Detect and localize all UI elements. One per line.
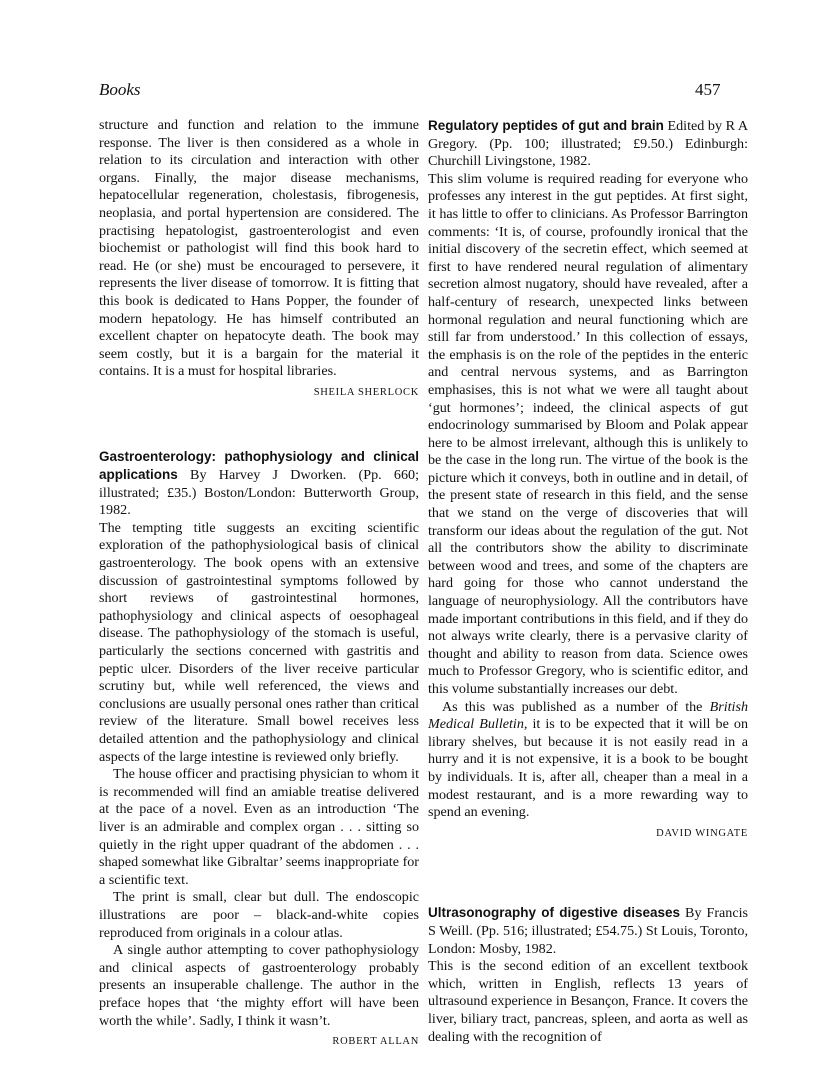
- running-header-section: Books: [99, 80, 141, 99]
- review-paragraph: A single author attempting to cover pathophysiology and clinical aspects of gastroenterology probably presents an insuperable challenge. The author in the preface hopes that ‘the mighty effort will have been worth the while’. Sadly, I think it wasn’t.: [99, 942, 419, 1029]
- review-paragraph: The print is small, clear but dull. The endoscopic illustrations are poor – black-and-white copies reproduced from originals in a colour atlas.: [99, 889, 419, 941]
- review-text-span: it is to be expected that it will be on library shelves, but because it is not easily read in a hurry and it is not expensive, it is a book to be bought by individuals. It is, after all, cheaper than a meal in a modest restaurant, and is a more rewarding way to spend an evening.: [428, 716, 748, 821]
- review-heading: [428, 904, 748, 958]
- review-text-span: As this was published as a number of the: [442, 698, 710, 715]
- review-paragraph: The house officer and practising physician to whom it is recommended will find an amiable treatise delivered at the pace of a novel. Even as an introduction ‘The liver is an admirable and complex organ . . . sitting so quietly in the right upper quadrant of the abdomen . . . shaped somewhat like Gibraltar’ seems inappropriate for a scientific text.: [99, 766, 419, 888]
- reviewer-signature: DAVID WINGATE: [656, 827, 748, 839]
- book-title: Gastroenterology: pathophysiology and clinical applications: [99, 448, 419, 483]
- reviewer-signature: SHEILA SHERLOCK: [313, 386, 419, 398]
- reviewer-signature: ROBERT ALLAN: [332, 1036, 419, 1048]
- right-column: [428, 117, 748, 1046]
- book-citation: By Harvey J Dworken. (Pp. 660; illustrated; £35.) Boston/London: Butterworth Group, 1982.: [99, 467, 419, 519]
- page-number: 457: [695, 80, 721, 99]
- review-text: structure and function and relation to the immune response. The liver is then considered as a whole in relation to its circulation and interaction with other organs. Finally, the major disease mechanisms, hepatocellular regeneration, cholestasis, fibrogenesis, neoplasia, and portal hypertension are considered. The practising hepatologist, gastroenterologist and even biochemist or pathologist will find this book hard to read. He (or she) must be encouraged to persevere, it represents the liver disease of tomorrow. It is fitting that this book is dedicated to Hans Popper, the founder of modern hepatology. He has himself contributed an excellent chapter on hepatocyte death. The book may seem costly, but it is a bargain for the material it contains. It is a must for hospital libraries.: [99, 117, 419, 380]
- left-column: [99, 117, 419, 1051]
- review-paragraph: This is the second edition of an excellent textbook which, written in English, reflects 13 years of ultrasound experience in Besançon, France. It covers the liver, biliary tract, pancreas, spleen, and aorta as well as dealing with the recognition of: [428, 958, 748, 1045]
- book-citation: Edited by R A Gregory. (Pp. 100; illustrated; £9.50.) Edinburgh: Churchill Livingstone, 1982.: [428, 118, 748, 170]
- book-title: Ultrasonography of digestive diseases: [428, 905, 681, 921]
- review-paragraph: The tempting title suggests an exciting scientific exploration of the pathophysiological basis of clinical gastroenterology. The book opens with an extensive discussion of gastrointestinal symptoms followed by short reviews of gastrointestinal hormones, pathophysiology and clinical aspects of oesophageal disease. The pathophysiology of the stomach is useful, particularly the sections concerned with gastritis and peptic ulcer. Disorders of the liver receive particular scrutiny but, while well referenced, the views and conclusions are usually personal ones rather than critical review of the literature. Small bowel receives less detailed attention and the pathophysiology and clinical aspects of the large intestine is reviewed only briefly.: [99, 519, 419, 765]
- review-heading: [428, 117, 748, 171]
- review-paragraph: This slim volume is required reading for everyone who professes any interest in the gut peptides. At first sight, it has little to offer to clinicians. As Professor Barrington comments: ‘It is, of course, profoundly ironical that the initial discovery of the secretin effect, which seemed at first to have rendered neural regulation of alimentary secretion almost nugatory, should have revealed, after a half-century of research, unexpected links between hormonal regulation and neural functioning which are still far from understood.’ In this collection of essays, the emphasis is on the role of the peptides in the enteric and central nervous systems, and as Barrington emphasises, this is not what we were all taught about ‘gut hormones’; indeed, the clinical aspects of gut endocrinology summarised by Bloom and Polak appear here to be almost irrelevant, although this is unlikely to be the case in the long run. The virtue of the book is the picture which it conveys, both in outline and in detail, of the present state of research in this field, and the sense that we stand on the verge of discoveries that will transform our ideas about the regulation of the gut. Not all the contributors show the ability to discriminate between wood and trees, and some of the chapters are hard going for those who cannot understand the language of neurophysiology. All the contributors have made important contributions in this field, and if they do not always write clearly, there is a pervasive clarity of thought and ability to reason from data. Science owes much to Professor Gregory, who is scientific editor, and this volume substantially increases our debt.: [428, 170, 748, 697]
- review-heading: [99, 448, 419, 520]
- review-paragraph: [428, 699, 748, 822]
- journal-name: British Medical Bulletin,: [428, 698, 748, 733]
- book-title: Regulatory peptides of gut and brain: [428, 118, 664, 133]
- book-citation: By Francis S Weill. (Pp. 516; illustrated; £54.75.) St Louis, Toronto, London: Mosby, 1982.: [428, 905, 749, 957]
